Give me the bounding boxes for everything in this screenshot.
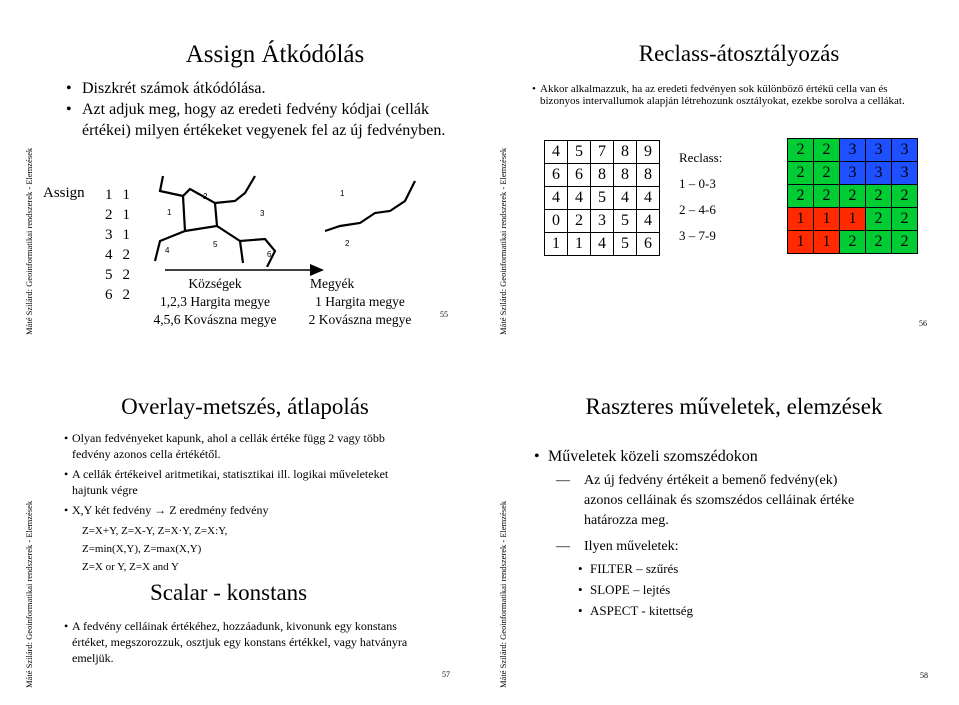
reclass-cell: 2: [788, 162, 814, 185]
assign-row: [100, 205, 135, 225]
grid-cell: 4: [545, 141, 568, 164]
assign-cell: 6: [105, 287, 113, 303]
grid-row: [788, 185, 918, 208]
reclass-cell: 3: [866, 139, 892, 162]
author-sidebar: Máté Szilárd: Geoinformatikai rendszerek - Elemzések: [24, 500, 34, 688]
bullet-item: • Olyan fedvényeket kapunk, ahol a cellák értéke függ 2 vagy több fedvény azonos cella értékétől.: [58, 430, 398, 462]
grid-cell: 4: [568, 187, 591, 210]
grid-cell: 3: [591, 210, 614, 233]
grid-row: [545, 210, 660, 233]
kozsegek-block: Községek 1,2,3 Hargita megye 4,5,6 Kovászna megye: [153, 276, 277, 327]
bullet-item: • X,Y két fedvény → Z eredmény fedvény: [58, 502, 398, 518]
operations-list: [572, 558, 693, 621]
reclass-cell: 2: [788, 185, 814, 208]
map-label: 2: [203, 192, 208, 201]
slide-56: [484, 5, 954, 345]
assign-cell: 4: [105, 247, 113, 263]
map-label: 1: [340, 189, 345, 198]
assign-table: [100, 185, 135, 305]
grid-cell: 9: [637, 141, 660, 164]
reclass-cell: 2: [892, 185, 918, 208]
map-label: 1: [167, 208, 172, 217]
assign-cell: 2: [122, 287, 130, 303]
bullet-list: [58, 430, 398, 518]
counties-map: [305, 171, 425, 267]
assign-cell: 2: [122, 267, 130, 283]
grid-cell: 4: [637, 187, 660, 210]
dash-item: — Az új fedvény értékeit a bemenő fedvény(ek) azonos celláinak és szomszédos celláinak értéke határozza meg.: [556, 471, 876, 531]
reclass-cell: 1: [788, 231, 814, 254]
grid-row: [545, 141, 660, 164]
grid-cell: 6: [637, 233, 660, 256]
grid-cell: 1: [568, 233, 591, 256]
grid-row: [788, 139, 918, 162]
reclass-cell: 1: [814, 231, 840, 254]
reclass-cell: 1: [814, 208, 840, 231]
grid-cell: 8: [637, 164, 660, 187]
grid-cell: 4: [591, 233, 614, 256]
bullet-item: • A cellák értékeivel aritmetikai, statisztikai ill. logikai műveleteket hajtunk végre: [58, 466, 398, 498]
reclass-cell: 2: [814, 139, 840, 162]
grid-cell: 0: [545, 210, 568, 233]
grid-row: [545, 233, 660, 256]
output-grid: [787, 138, 918, 254]
reclass-cell: 2: [814, 162, 840, 185]
grid-cell: 8: [614, 141, 637, 164]
grid-cell: 5: [568, 141, 591, 164]
slide-58: [484, 358, 954, 698]
bullet-list: [526, 83, 926, 107]
map-label: 4: [165, 246, 170, 255]
formulas: Z=X+Y, Z=X-Y, Z=X·Y, Z=X:Y, Z=min(X,Y), Z=max(X,Y) Z=X or Y, Z=X and Y: [82, 525, 228, 573]
operation-item: • FILTER – szűrés: [572, 558, 693, 579]
grid-row: [788, 208, 918, 231]
reclass-cell: 2: [866, 208, 892, 231]
bullet-item: • Azt adjuk meg, hogy az eredeti fedvény kódjai (cellák értékei) milyen értékeket vegyenek fel az új fedvényben.: [60, 99, 460, 141]
grid-row: [545, 164, 660, 187]
grid-cell: 6: [568, 164, 591, 187]
reclass-cell: 3: [840, 162, 866, 185]
reclass-cell: 2: [840, 185, 866, 208]
grid-cell: 1: [545, 233, 568, 256]
map-label: 2: [345, 239, 350, 248]
reclass-cell: 3: [840, 139, 866, 162]
slide-57: [10, 358, 480, 698]
reclass-cell: 2: [892, 208, 918, 231]
slide-title: Overlay-metszés, átlapolás: [121, 394, 369, 419]
assign-cell: 1: [122, 207, 130, 223]
reclass-cell: 2: [866, 231, 892, 254]
reclass-cell: 2: [814, 185, 840, 208]
assign-row: [100, 185, 135, 205]
grid-row: [545, 187, 660, 210]
map-label: 6: [267, 250, 272, 259]
assign-row: [100, 245, 135, 265]
assign-cell: 2: [122, 247, 130, 263]
bullet-list: [58, 618, 408, 666]
municipalities-map: [145, 171, 305, 267]
grid-cell: 4: [614, 187, 637, 210]
bullet-item: • Műveletek közeli szomszédokon: [528, 446, 928, 467]
assign-cell: 1: [122, 227, 130, 243]
assign-row: [100, 265, 135, 285]
input-grid: [544, 140, 660, 256]
slide-title: Assign Átkódólás: [185, 41, 365, 68]
grid-cell: 5: [614, 233, 637, 256]
operation-item: • ASPECT - kitettség: [572, 600, 693, 621]
grid-cell: 4: [637, 210, 660, 233]
reclass-cell: 3: [892, 139, 918, 162]
reclass-cell: 3: [866, 162, 892, 185]
megyek-block: Megyék 1 Hargita megye 2 Kovászna megye: [308, 276, 412, 327]
bullet-item: • Akkor alkalmazzuk, ha az eredeti fedvényen sok különböző értékű cella van és bizonyos intervallumok alapján létrehozunk osztályokat, ezekbe sorolva a cellákat.: [526, 83, 926, 107]
grid-cell: 8: [591, 164, 614, 187]
reclass-cell: 1: [788, 208, 814, 231]
assign-cell: 3: [105, 227, 113, 243]
bullet-item: • Diszkrét számok átkódólása.: [60, 78, 460, 99]
assign-cell: 2: [105, 207, 113, 223]
grid-cell: 4: [545, 187, 568, 210]
grid-cell: 6: [545, 164, 568, 187]
reclass-cell: 2: [866, 185, 892, 208]
slide-55: [10, 5, 480, 345]
assign-cell: 1: [105, 187, 113, 203]
grid-row: [788, 162, 918, 185]
author-sidebar: Máté Szilárd: Geoinformatikai rendszerek - Elemzések: [24, 147, 34, 335]
reclass-cell: 1: [840, 208, 866, 231]
map-label: 5: [213, 240, 218, 249]
bullet-list: [60, 78, 460, 141]
grid-cell: 5: [591, 187, 614, 210]
bullet-list: [528, 446, 928, 467]
reclass-cell: 2: [892, 231, 918, 254]
slide-title: Reclass-átosztályozás: [638, 41, 840, 66]
bullet-item: • A fedvény celláinak értékéhez, hozzáadunk, kivonunk egy konstans értéket, megszorozzuk, osztjuk egy konstans értékkel, vagy hatványra emeljük.: [58, 618, 408, 666]
assign-cell: 5: [105, 267, 113, 283]
page-number: 56: [919, 319, 927, 328]
reclass-cell: 3: [892, 162, 918, 185]
reclass-cell: 2: [788, 139, 814, 162]
page-number: 55: [440, 310, 448, 319]
assign-row: [100, 285, 135, 305]
author-sidebar: Máté Szilárd: Geoinformatikai rendszerek - Elemzések: [498, 500, 508, 688]
slide-title: Raszteres műveletek, elemzések: [585, 394, 883, 419]
reclass-cell: 2: [840, 231, 866, 254]
scalar-subtitle: Scalar - konstans: [150, 580, 308, 605]
assign-cell: 1: [122, 187, 130, 203]
assign-row: [100, 225, 135, 245]
page-number: 57: [442, 670, 450, 679]
map-label: 3: [260, 209, 265, 218]
grid-cell: 5: [614, 210, 637, 233]
grid-row: [788, 231, 918, 254]
grid-cell: 2: [568, 210, 591, 233]
grid-cell: 8: [614, 164, 637, 187]
assign-label: Assign: [43, 185, 85, 201]
sub-list: [556, 471, 876, 557]
author-sidebar: Máté Szilárd: Geoinformatikai rendszerek - Elemzések: [498, 147, 508, 335]
grid-cell: 7: [591, 141, 614, 164]
dash-item: — Ilyen műveletek:: [556, 537, 876, 557]
operation-item: • SLOPE – lejtés: [572, 579, 693, 600]
page-number: 58: [920, 671, 928, 680]
reclass-rules: Reclass: 1 – 0-3 2 – 4-6 3 – 7-9: [679, 150, 723, 243]
